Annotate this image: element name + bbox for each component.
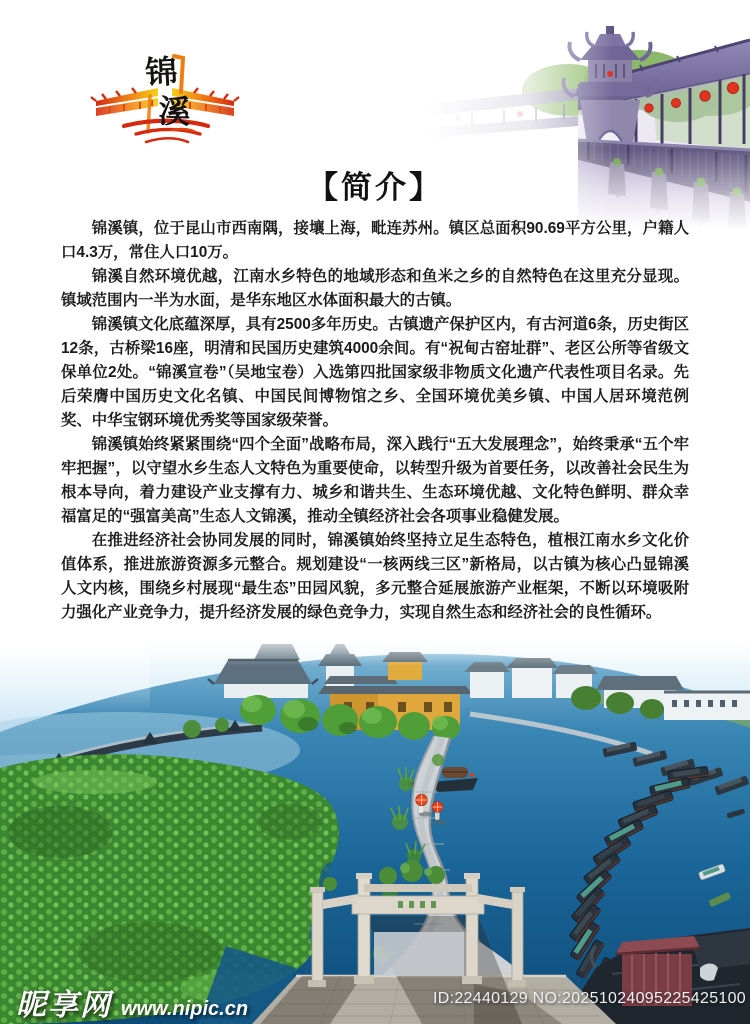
watermark-site-name: 昵享网 [16,989,112,1022]
logo-char-top: 锦 [144,52,179,92]
watermark-site-url: www.nipic.cn [121,998,249,1020]
intro-paragraph: 在推进经济社会协同发展的同时，锦溪镇始终坚持立足生态特色，植根江南水乡文化价值体系，推进旅游资源多元整合。规划建设“一核两线三区”新格局，以古镇为核心凸显锦溪人文内核，围绕乡村展现“最生态”田园风貌，多元整合延展旅游产业框架，不断以环境吸附力强化产业竞争力，提升经济发展的绿色竞争力，实现自然生态和经济社会的良性循环。 [61,532,689,621]
image-id-stamp: ID:22440129 NO:20251024095225425100 [433,990,746,1007]
intro-paragraph: 锦溪镇，位于昆山市西南隅，接壤上海，毗连苏州。镇区总面积90.69平方公里，户籍人口4.3万，常住人口10万。 [61,220,689,261]
intro-paragraph: 锦溪镇文化底蕴深厚，具有2500多年历史。古镇遗产保护区内，有古河道6条，历史街区12条，古桥梁16座，明清和民国历史建筑4000余间。有“祝甸古窑址群”、老区公所等省级文保单位2处。“锦溪宣卷”（吴地宝卷）入选第四批国家级非物质文化遗产代表性项目名录。先后荣膺中国历史文化名镇、中国民间博物馆之乡、全国环境优美乡镇、中国人居环境范例奖、中华宝钢环境优秀奖等国家级荣誉。 [61,316,689,429]
intro-paragraph: 锦溪自然环境优越，江南水乡特色的地域形态和鱼米之乡的自然特色在这里充分显现。镇域范围内一半为水面，是华东地区水体面积最大的古镇。 [61,268,689,309]
aerial-town-photo [0,632,750,1024]
page-title: 【简介】 [307,170,443,205]
intro-paragraph: 锦溪镇始终紧紧围绕“四个全面”战略布局，深入践行“五大发展理念”，始终秉承“五个牢牢把握”，以守望水乡生态人文特色为重要使命，以转型升级为首要任务，以改善社会民生为根本导向，着力建设产业支撑有力、城乡和谐共生、生态环境优越、文化特色鲜明、群众幸福富足的“强富美高”生态人文锦溪，推动全镇经济社会各项事业稳健发展。 [61,436,689,525]
logo-brush-stroke [148,96,150,132]
logo-char-bottom: 溪 [157,92,192,132]
watermark [16,980,248,1024]
intro-text-block [61,217,689,625]
jinxi-logo [88,46,242,154]
bridge-logo-icon [88,46,242,154]
